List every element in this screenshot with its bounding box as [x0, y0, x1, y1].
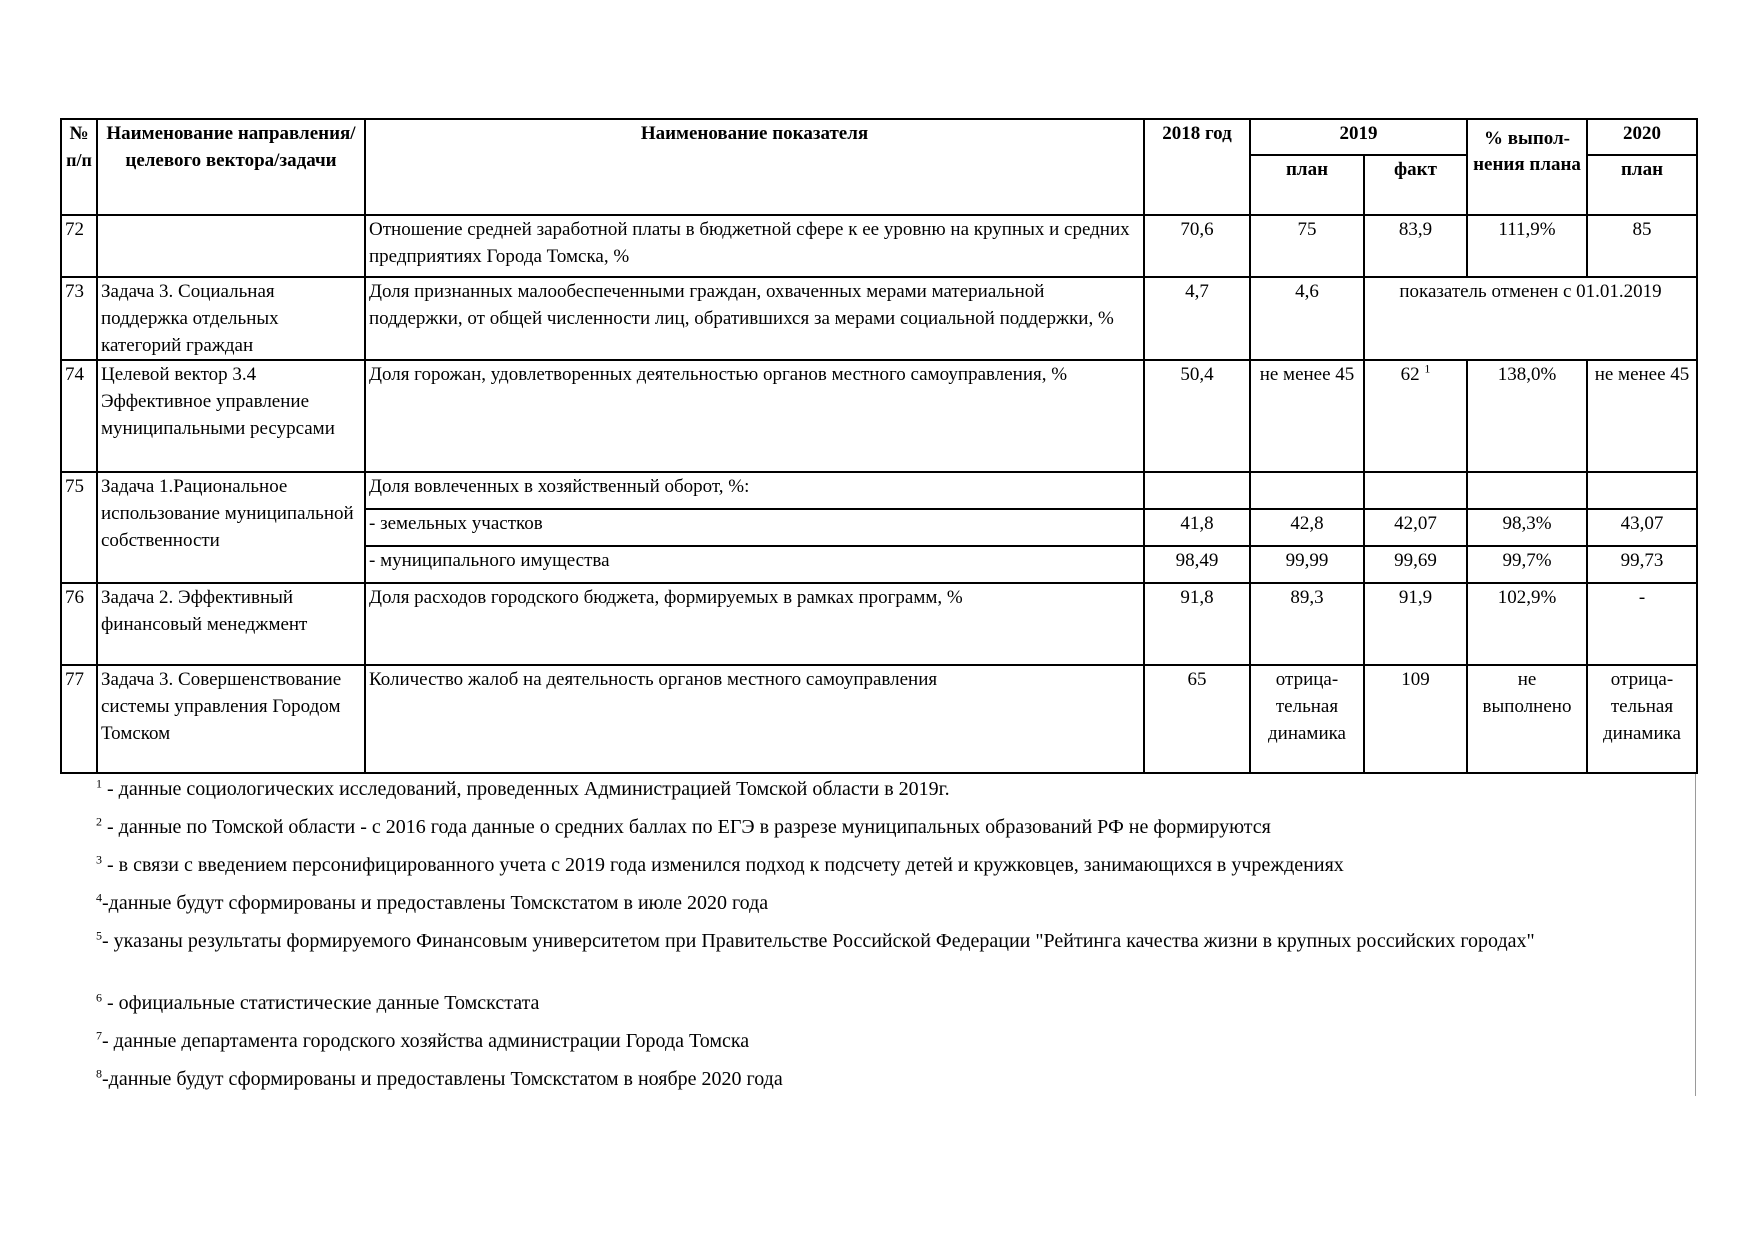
row-percent: 102,9%	[1467, 583, 1587, 665]
header-direction: Наименование направления/целевого вектора/задачи	[97, 119, 365, 215]
row-direction: Задача 2. Эффективный финансовый менеджмент	[97, 583, 365, 665]
footnote	[96, 990, 539, 1016]
row-num: 74	[61, 360, 97, 472]
row-2019-fact: 109	[1364, 665, 1467, 773]
row-direction: Задача 1.Рациональное использование муниципальной собственности	[97, 472, 365, 583]
table-row	[61, 215, 1697, 277]
header-num-line1: №	[69, 123, 89, 144]
header-2018: 2018 год	[1144, 119, 1250, 215]
header-num	[61, 119, 97, 215]
row-2019-fact: 83,9	[1364, 215, 1467, 277]
row-2019-fact-value: 62	[1400, 364, 1420, 385]
row-2020-plan: 99,73	[1587, 546, 1697, 583]
header-indicator: Наименование показателя	[365, 119, 1144, 215]
footnote-text: - указаны результаты формируемого Финансовым университетом при Правительстве Российской Федерации "Рейтинга качества жизни в крупных российских городах"	[102, 930, 1535, 952]
row-percent: 111,9%	[1467, 215, 1587, 277]
row-num: 75	[61, 472, 97, 583]
header-percent: % выпол-нения плана	[1467, 119, 1587, 215]
row-2019-plan: 4,6	[1250, 277, 1364, 360]
row-2020-plan: -	[1587, 583, 1697, 665]
row-2020-plan: отрица-тельная динамика	[1587, 665, 1697, 773]
row-direction: Задача 3. Социальная поддержка отдельных категорий граждан	[97, 277, 365, 360]
row-2019-fact: 99,69	[1364, 546, 1467, 583]
row-2019-fact	[1364, 360, 1467, 472]
footnote-mark: 2	[96, 814, 102, 829]
footnote-mark: 4	[96, 890, 102, 905]
row-direction	[97, 215, 365, 277]
header-2020-plan: план	[1587, 155, 1697, 215]
table-row	[61, 583, 1697, 665]
row-indicator: Доля признанных малообеспеченными граждан, охваченных мерами материальной поддержки, от общей численности лиц, обратившихся за мерами социальной поддержки, %	[365, 277, 1144, 360]
row-2019-plan: отрица-тельная динамика	[1250, 665, 1364, 773]
row-2018: 4,7	[1144, 277, 1250, 360]
row-percent: 99,7%	[1467, 546, 1587, 583]
row-num: 73	[61, 277, 97, 360]
row-2018: 91,8	[1144, 583, 1250, 665]
footnote-text: - данные по Томской области - с 2016 года данные о средних баллах по ЕГЭ в разрезе муниципальных образований РФ не формируются	[102, 816, 1271, 838]
footnote-mark: 5	[96, 928, 102, 943]
row-direction: Целевой вектор 3.4 Эффективное управление муниципальными ресурсами	[97, 360, 365, 472]
footnote-mark: 8	[96, 1066, 102, 1081]
footnote	[96, 1028, 749, 1054]
row-2018: 41,8	[1144, 509, 1250, 546]
row-percent: 138,0%	[1467, 360, 1587, 472]
footnote	[96, 1066, 783, 1092]
subrow-indicator: - муниципального имущества	[365, 546, 1144, 583]
row-2019-plan: 89,3	[1250, 583, 1364, 665]
table-row	[61, 277, 1697, 360]
header-2019-plan: план	[1250, 155, 1364, 215]
row-num: 72	[61, 215, 97, 277]
footnote	[96, 814, 1271, 840]
row-num: 77	[61, 665, 97, 773]
header-2020: 2020	[1587, 119, 1697, 155]
row-indicator: Доля расходов городского бюджета, формируемых в рамках программ, %	[365, 583, 1144, 665]
row-2019-plan: 42,8	[1250, 509, 1364, 546]
right-margin-rule	[1695, 774, 1696, 1096]
footnote-mark: 3	[96, 852, 102, 867]
footnote-mark: 1	[96, 776, 102, 791]
row-percent: не выполнено	[1467, 665, 1587, 773]
row-indicator: Отношение средней заработной платы в бюджетной сфере к ее уровню на крупных и средних предприятиях Города Томска, %	[365, 215, 1144, 277]
footnote	[96, 890, 768, 916]
footnote	[96, 776, 950, 802]
footnote	[96, 928, 1535, 954]
footnote-mark: 6	[96, 990, 102, 1005]
header-2019: 2019	[1250, 119, 1467, 155]
table-row	[61, 665, 1697, 773]
row-cancelled-note: показатель отменен с 01.01.2019	[1364, 277, 1697, 360]
footnote-ref: 1	[1424, 361, 1431, 376]
indicators-table	[60, 118, 1698, 774]
footnote-text: -данные будут сформированы и предоставлены Томскстатом в июле 2020 года	[102, 892, 769, 914]
row-2019-fact: 42,07	[1364, 509, 1467, 546]
footnote-text: - данные социологических исследований, проведенных Администрацией Томской области в 2019г.	[102, 778, 950, 800]
row-2018: 98,49	[1144, 546, 1250, 583]
row-num: 76	[61, 583, 97, 665]
row-2019-plan: 75	[1250, 215, 1364, 277]
footnote-mark: 7	[96, 1028, 102, 1043]
footnote-text: -данные будут сформированы и предоставлены Томскстатом в ноябре 2020 года	[102, 1068, 783, 1090]
row-indicator: Количество жалоб на деятельность органов местного самоуправления	[365, 665, 1144, 773]
header-row-1	[61, 119, 1697, 155]
table-row	[61, 472, 1697, 509]
row-2019-fact: 91,9	[1364, 583, 1467, 665]
subrow-indicator: - земельных участков	[365, 509, 1144, 546]
row-2020-plan: 85	[1587, 215, 1697, 277]
row-2019-plan: не менее 45	[1250, 360, 1364, 472]
table-row	[61, 360, 1697, 472]
row-2020-plan: не менее 45	[1587, 360, 1697, 472]
row-2018: 50,4	[1144, 360, 1250, 472]
row-indicator: Доля вовлеченных в хозяйственный оборот, %:	[365, 472, 1144, 509]
footnote-text: - данные департамента городского хозяйства администрации Города Томска	[102, 1030, 750, 1052]
row-2019-plan: 99,99	[1250, 546, 1364, 583]
row-2020-plan: 43,07	[1587, 509, 1697, 546]
row-2018: 65	[1144, 665, 1250, 773]
footnote-text: - в связи с введением персонифицированного учета с 2019 года изменился подход к подсчету детей и кружковцев, занимающихся в учреждениях	[102, 854, 1344, 876]
footnote	[96, 852, 1344, 878]
row-2018: 70,6	[1144, 215, 1250, 277]
header-num-line2: п/п	[66, 150, 92, 170]
row-direction: Задача 3. Совершенствование системы управления Городом Томском	[97, 665, 365, 773]
header-2019-fact: факт	[1364, 155, 1467, 215]
row-indicator: Доля горожан, удовлетворенных деятельностью органов местного самоуправления, %	[365, 360, 1144, 472]
footnote-text: - официальные статистические данные Томскстата	[102, 992, 540, 1014]
row-percent: 98,3%	[1467, 509, 1587, 546]
